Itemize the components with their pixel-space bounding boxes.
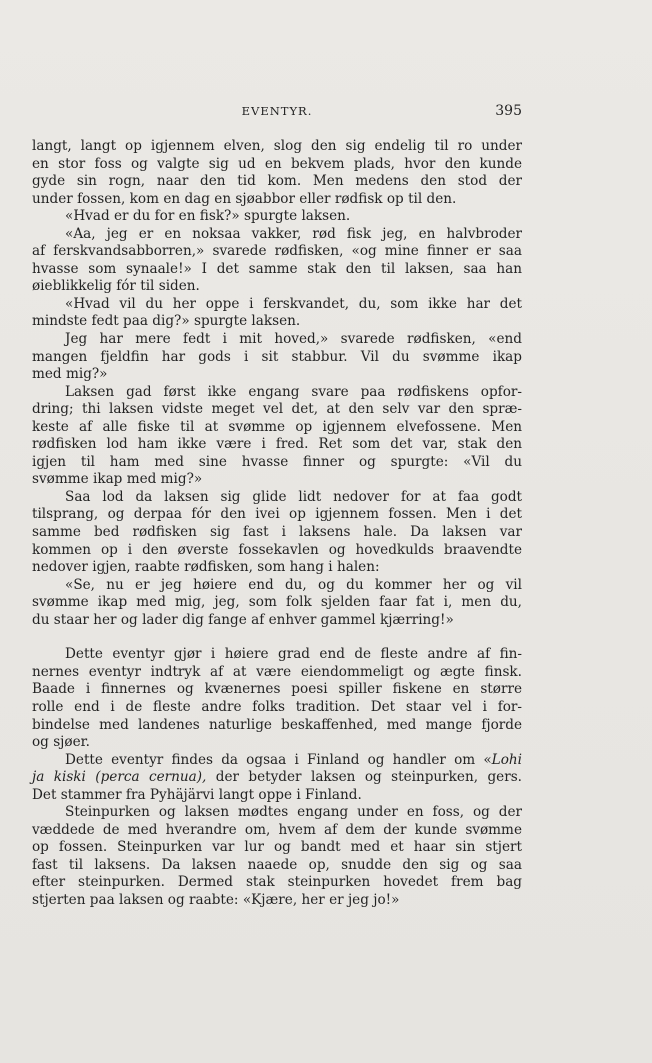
italic-term: Lohi — [491, 751, 522, 768]
text-line: en stor foss og valgte sig ud en bekvem plads, hvor den kunde — [32, 155, 522, 172]
text-line: «Aa, jeg er en noksaa vakker, rød fisk jeg, en halvbroder — [65, 225, 522, 242]
text-line: kommen op i den øverste fossekavlen og hovedkulds braavendte — [32, 541, 522, 558]
text-line: samme bed rødfisken sig fast i laksens hale. Da laksen var — [32, 524, 522, 541]
text-line: øieblikkelig fór til siden. — [32, 278, 200, 295]
text-line: væddede de med hverandre om, hvem af dem der kunde svømme — [32, 821, 522, 838]
text-line: «Hvad er du for en fisk?» spurgte laksen. — [65, 208, 351, 225]
text-line: mangen fjeldfin har gods i sit stabbur. Vil du svømme ikap — [32, 348, 522, 365]
text-line: svømme ikap med mig, jeg, som folk sjelden faar fat i, men du, — [32, 594, 522, 611]
text-line: hvasse som synaale!» I det samme stak den til laksen, saa han — [32, 260, 522, 277]
text-line: Dette eventyr findes da ogsaa i Finland og handler om «Lohi — [65, 751, 522, 768]
text-line: Baade i finnernes og kvænernes poesi spiller fiskene en større — [32, 681, 522, 698]
text-line: ja kiski (perca cernua), der betyder laksen og steinpurken, gers. — [32, 769, 522, 786]
text-line: under fossen, kom en dag en sjøabbor eller rødfisk op til den. — [32, 190, 457, 207]
text-line: efter steinpurken. Dermed stak steinpurken hovedet frem bag — [32, 874, 522, 891]
text-line: svømme ikap med mig?» — [32, 471, 203, 488]
text-line: langt, langt op igjennem elven, slog den sig endelig til ro under — [32, 138, 522, 154]
text-line: nedover igjen, raabte rødfisken, som hang i halen: — [32, 559, 380, 576]
text-line: Dette eventyr gjør i høiere grad end de fleste andre af fin- — [65, 646, 522, 663]
text-line: mindste fedt paa dig?» spurgte laksen. — [32, 313, 301, 330]
text-line: gyde sin rogn, naar den tid kom. Men medens den stod der — [32, 173, 522, 190]
text-line: stjerten paa laksen og raabte: «Kjære, her er jeg jo!» — [32, 891, 400, 908]
page-number: 395 — [495, 103, 522, 119]
text-line: med mig?» — [32, 366, 108, 383]
text-line: rolle end i de fleste andre folks tradition. Det staar vel i for- — [32, 698, 522, 715]
text-line: «Hvad vil du her oppe i ferskvandet, du, som ikke har det — [65, 295, 522, 312]
text-line: Steinpurken og laksen mødtes engang under en foss, og der — [65, 804, 522, 821]
text-line: og sjøer. — [32, 734, 90, 751]
running-title: EVENTYR. — [241, 104, 313, 118]
text-body — [32, 138, 522, 910]
text-line: igjen til ham med sine hvasse finner og spurgte: «Vil du — [32, 453, 522, 470]
text-line: Saa lod da laksen sig glide lidt nedover for at faa godt — [65, 488, 522, 505]
text-line: du staar her og lader dig fange af enhver gammel kjærring!» — [32, 611, 454, 628]
text-line: fast til laksens. Da laksen naaede op, snudde den sig og saa — [32, 856, 522, 873]
text-line: Det stammer fra Pyhäjärvi langt oppe i Finland. — [32, 786, 362, 803]
text-line: dring; thi laksen vidste meget vel det, at den selv var den spræ- — [32, 401, 522, 418]
text-line: «Se, nu er jeg høiere end du, og du kommer her og vil — [65, 576, 522, 593]
text-line: nernes eventyr indtryk af at være eiendommeligt og ægte finsk. — [32, 663, 522, 680]
text-line: tilsprang, og derpaa fór den ivei op igjennem fossen. Men i det — [32, 506, 522, 523]
running-header — [32, 104, 522, 122]
text-line: op fossen. Steinpurken var lur og bandt med et haar sin stjert — [32, 839, 522, 856]
text-line: rødfisken lod ham ikke være i fred. Ret som det var, stak den — [32, 436, 522, 453]
text-line: Laksen gad først ikke engang svare paa rødfiskens opfor- — [65, 383, 522, 400]
text-line: Jeg har mere fedt i mit hoved,» svarede rødfisken, «end — [65, 331, 522, 348]
text-line: af ferskvandsabborren,» svarede rødfisken, «og mine finner er saa — [32, 243, 522, 260]
italic-term: ja kiski (perca cernua), — [32, 769, 207, 786]
text-line: bindelse med landenes naturlige beskaffenhed, med mange fjorde — [32, 716, 522, 733]
text-line: keste af alle fiske til at svømme op igjennem elvefossene. Men — [32, 418, 522, 435]
